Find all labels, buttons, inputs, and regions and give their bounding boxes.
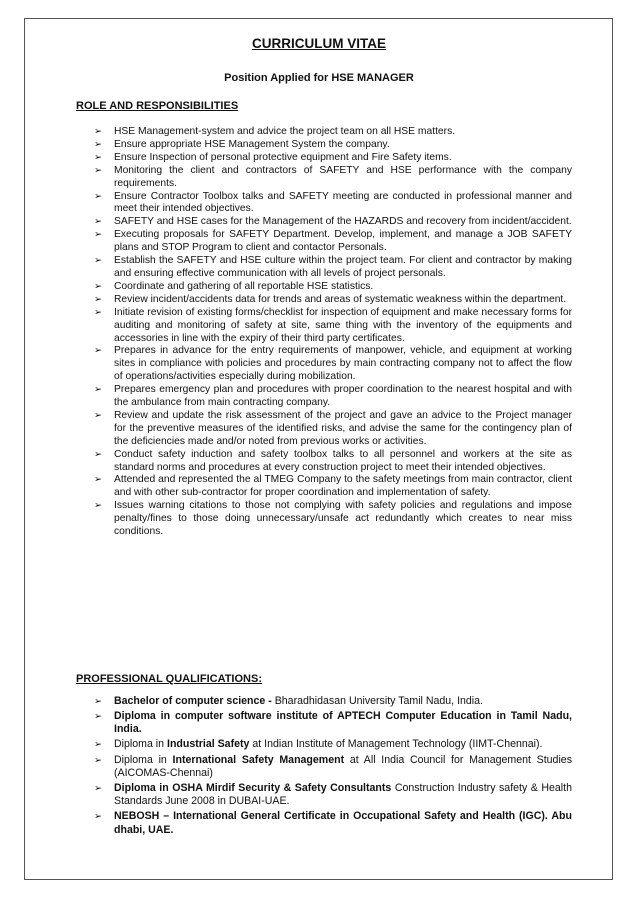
list-item bbox=[94, 738, 572, 751]
qualification-post: at All India Council for Management Studies (AICOMAS-Chennai) bbox=[114, 753, 572, 779]
list-item bbox=[94, 191, 572, 217]
list-item bbox=[94, 255, 572, 281]
qualifications-heading: PROFESSIONAL QUALIFICATIONS: bbox=[76, 673, 262, 685]
qualification-post: Bharadhidasan University Tamil Nadu, India. bbox=[271, 695, 483, 707]
role-text: Prepares in advance for the entry requirements of manpower, vehicle, and equipment at working sites in compliance with policies and procedures by main contracting company not to affect the flow of operations/activities especially during mobilization. bbox=[114, 345, 572, 383]
arrowhead-bullet-icon: ➢ bbox=[94, 164, 102, 176]
arrowhead-bullet-icon: ➢ bbox=[94, 409, 102, 421]
list-item bbox=[94, 782, 572, 809]
arrowhead-bullet-icon: ➢ bbox=[94, 151, 102, 163]
role-text: Conduct safety induction and safety toolbox talks to all personnel and workers at the site as standard norms and procedures at every construction project to meet their intended objectives. bbox=[114, 448, 572, 473]
arrowhead-bullet-icon: ➢ bbox=[94, 811, 102, 823]
role-text: Attended and represented the al TMEG Company to the safety meetings from main contractor, client and with other sub-contractor for proper coordination and implementation of safety. bbox=[114, 474, 572, 499]
list-item bbox=[94, 294, 572, 307]
list-item bbox=[94, 139, 572, 152]
arrowhead-bullet-icon: ➢ bbox=[94, 229, 102, 241]
list-item bbox=[94, 345, 572, 384]
qualification-pre: Diploma in bbox=[114, 753, 173, 766]
arrowhead-bullet-icon: ➢ bbox=[94, 500, 102, 512]
list-item bbox=[94, 449, 572, 475]
role-text: Initiate revision of existing forms/checklist for inspection of equipment and make necessary forms for auditing and monitoring of safety at site, same thing with the inventory of the equipments and accessories in line with the expiry of their third party certificates. bbox=[114, 306, 572, 344]
roles-list bbox=[94, 126, 572, 539]
role-text: Review and update the risk assessment of the project and gave an advice to the Project manager for the preventive measures of the identified risks, and advise the same for the contingency plan of the deficiencies made and/or noted from previous works or activities. bbox=[114, 409, 572, 447]
arrowhead-bullet-icon: ➢ bbox=[94, 255, 102, 267]
list-item bbox=[94, 165, 572, 191]
list-item bbox=[94, 384, 572, 410]
qualification-post: Construction Industry safety & Health Standards June 2008 in DUBAI-UAE. bbox=[114, 781, 572, 808]
list-item bbox=[94, 500, 572, 539]
qualification-bold: Diploma in computer software institute of APTECH Computer Education in Tamil Nadu, India. bbox=[114, 710, 572, 736]
role-text: Monitoring the client and contractors of SAFETY and HSE performance with the company requirements. bbox=[114, 164, 572, 189]
arrowhead-bullet-icon: ➢ bbox=[94, 306, 102, 318]
arrowhead-bullet-icon: ➢ bbox=[94, 126, 102, 137]
qualification-bold: International Safety Management bbox=[172, 753, 345, 766]
role-text: Ensure Inspection of personal protective equipment and Fire Safety items. bbox=[114, 151, 452, 163]
arrowhead-bullet-icon: ➢ bbox=[94, 754, 102, 766]
role-text: SAFETY and HSE cases for the Management of the HAZARDS and recovery from incident/accident. bbox=[114, 216, 572, 228]
arrowhead-bullet-icon: ➢ bbox=[94, 138, 102, 150]
role-text: Ensure appropriate HSE Management System the company. bbox=[114, 138, 390, 150]
document-title: CURRICULUM VITAE bbox=[252, 36, 386, 51]
qualification-bold: Diploma in OSHA Mirdif Security & Safety Consultants bbox=[114, 781, 392, 794]
arrowhead-bullet-icon: ➢ bbox=[94, 216, 102, 228]
list-item bbox=[94, 126, 572, 139]
arrowhead-bullet-icon: ➢ bbox=[94, 280, 102, 292]
list-item bbox=[94, 307, 572, 346]
list-item bbox=[94, 710, 572, 737]
position-applied: Position Applied for HSE MANAGER bbox=[224, 72, 414, 84]
list-item bbox=[94, 754, 572, 781]
arrowhead-bullet-icon: ➢ bbox=[94, 739, 102, 751]
arrowhead-bullet-icon: ➢ bbox=[94, 782, 102, 794]
role-text: HSE Management-system and advice the project team on all HSE matters. bbox=[114, 126, 456, 137]
role-text: Establish the SAFETY and HSE culture within the project team. For client and contractor by making and ensuring effective communication with all levels of project personals. bbox=[114, 255, 572, 279]
arrowhead-bullet-icon: ➢ bbox=[94, 384, 102, 396]
arrowhead-bullet-icon: ➢ bbox=[94, 711, 102, 723]
role-text: Ensure Contractor Toolbox talks and SAFETY meeting are conducted in professional manner and meet their intended objectives. bbox=[114, 190, 572, 215]
arrowhead-bullet-icon: ➢ bbox=[94, 696, 102, 707]
list-item bbox=[94, 281, 572, 294]
role-text: Coordinate and gathering of all reportable HSE statistics. bbox=[114, 280, 374, 292]
list-item bbox=[94, 229, 572, 255]
list-item bbox=[94, 152, 572, 165]
arrowhead-bullet-icon: ➢ bbox=[94, 293, 102, 305]
list-item bbox=[94, 410, 572, 449]
arrowhead-bullet-icon: ➢ bbox=[94, 474, 102, 486]
qualification-post: at Indian Institute of Management Technology (IIMT-Chennai). bbox=[249, 738, 543, 751]
arrowhead-bullet-icon: ➢ bbox=[94, 448, 102, 460]
role-text: Prepares emergency plan and procedures with proper coordination to the nearest hospital and with the ambulance from main contracting company. bbox=[114, 384, 572, 409]
arrowhead-bullet-icon: ➢ bbox=[94, 345, 102, 357]
arrowhead-bullet-icon: ➢ bbox=[94, 190, 102, 202]
list-item bbox=[94, 474, 572, 500]
list-item bbox=[94, 810, 572, 837]
qualification-bold: Bachelor of computer science - bbox=[114, 695, 272, 707]
qualification-bold: Industrial Safety bbox=[167, 738, 250, 751]
qualification-pre: Diploma in bbox=[114, 738, 167, 751]
roles-heading: ROLE AND RESPONSIBILITIES bbox=[76, 100, 239, 112]
qualification-bold: NEBOSH – International General Certificate in Occupational Safety and Health (IGC). Abu dhabi, UAE. bbox=[114, 810, 572, 836]
list-item bbox=[94, 216, 572, 229]
role-text: Executing proposals for SAFETY Department. Develop, implement, and manage a JOB SAFETY plans and STOP Program to client and contactor Personals. bbox=[114, 229, 572, 254]
qualifications-list bbox=[94, 695, 572, 839]
role-text: Issues warning citations to those not complying with safety policies and regulations and impose penalty/fines to those doing unnecessary/unsafe act redundantly which creates to near miss conditions. bbox=[114, 500, 572, 538]
role-text: Review incident/accidents data for trends and areas of systematic weakness within the department. bbox=[114, 293, 567, 305]
list-item bbox=[94, 695, 572, 708]
